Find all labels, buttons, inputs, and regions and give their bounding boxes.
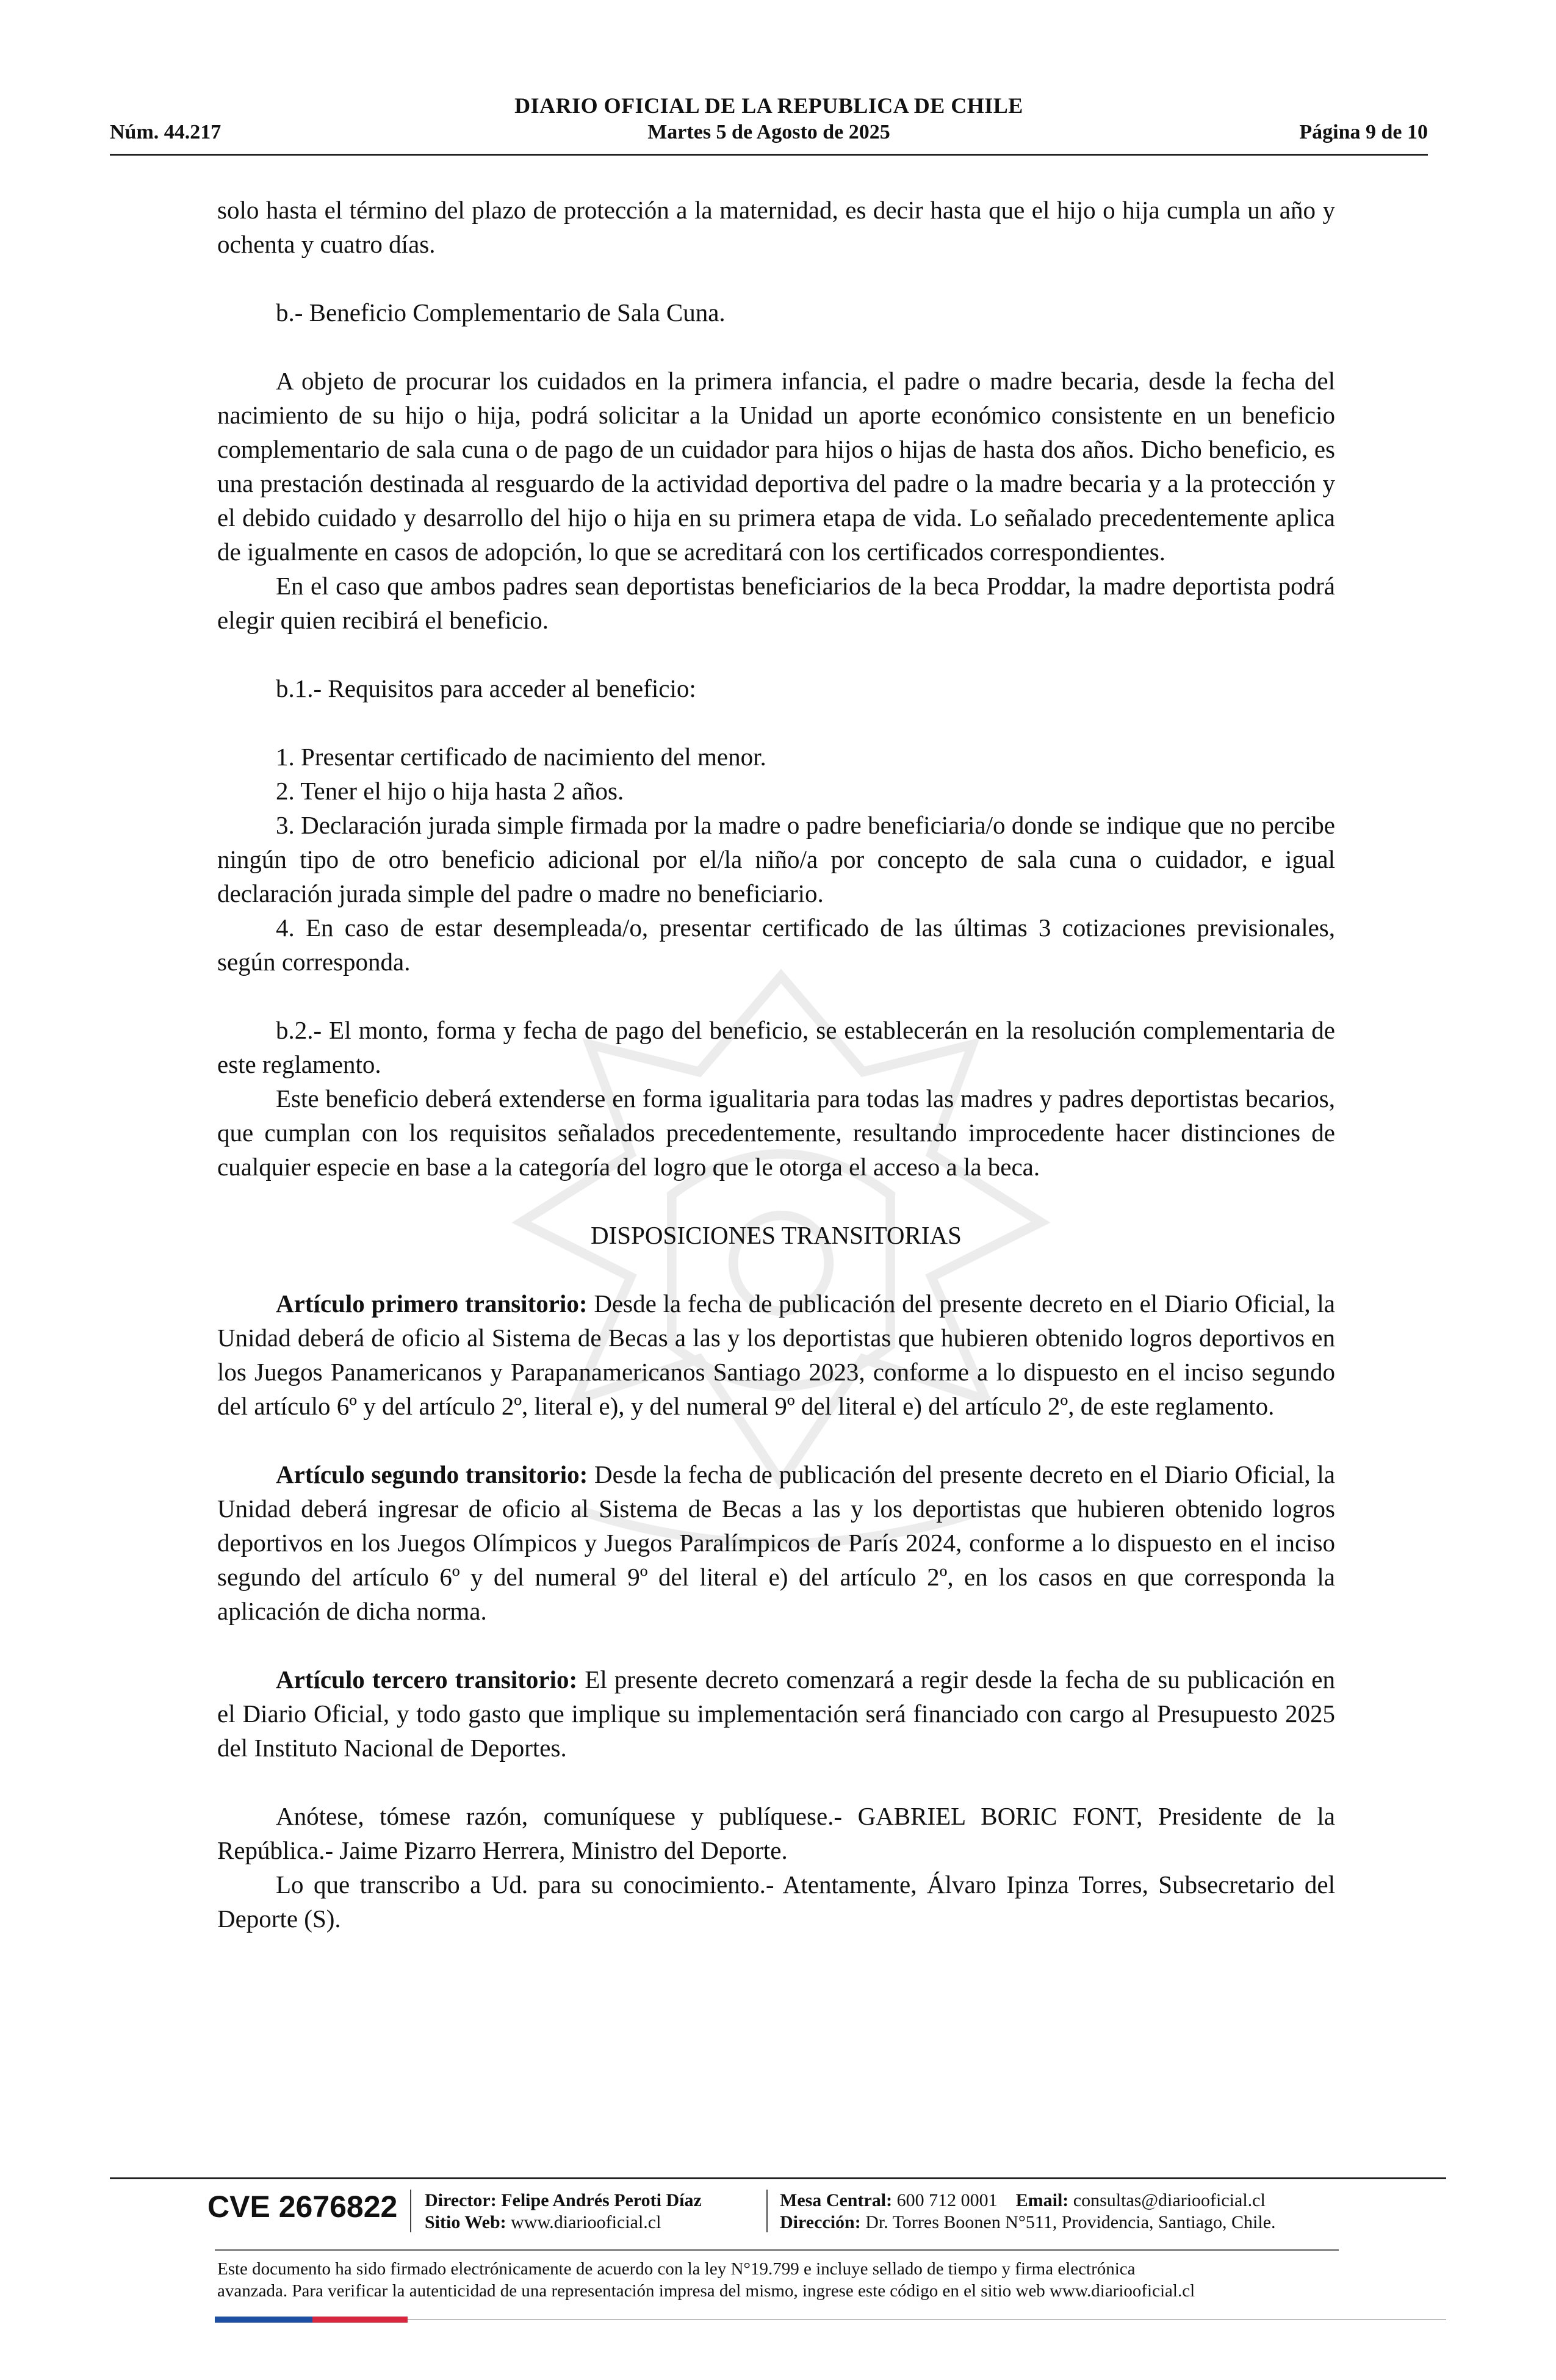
site-label: Sitio Web: [425, 2212, 506, 2232]
site-line [425, 2212, 702, 2234]
article-third-transitory [217, 1662, 1335, 1765]
list-item: 1. Presentar certificado de nacimiento del menor. [276, 743, 766, 771]
list-item: 2. Tener el hijo o hija hasta 2 años. [276, 777, 624, 805]
cve-code: CVE 2676822 [207, 2190, 398, 2224]
mesa-label: Mesa Central: [780, 2190, 893, 2210]
footer-director-block [425, 2190, 702, 2234]
article-label: Artículo primero transitorio: [276, 1289, 588, 1318]
paragraph: A objeto de procurar los cuidados en la primera infancia, el padre o madre becaria, desde la fecha del nacimiento de su hijo o hija, podrá solicitar a la Unidad un aporte económico consistente en un beneficio complementario de sala cuna o de pago de un cuidador para hijos o hijas de hasta dos años. Dicho beneficio, es una prestación destinada al resguardo de la actividad deportiva del padre o la madre becaria y a la protección y el debido cuidado y desarrollo del hijo o hija en su primera etapa de vida. Lo señalado precedentemente aplica de igualmente en casos de adopción, lo que se acreditará con los certificados correspondientes. [217, 367, 1335, 566]
mesa-phone: 600 712 0001 [896, 2190, 998, 2210]
footer-contact-block [780, 2190, 1276, 2234]
footer-separator [766, 2190, 768, 2232]
address-line [780, 2212, 1276, 2234]
legal-notice [217, 2258, 1336, 2302]
section-heading-b1: b.1.- Requisitos para acceder al beneficio: [276, 674, 696, 702]
document-body [217, 193, 1335, 1936]
paper-title: DIARIO OFICIAL DE LA REPUBLICA DE CHILE [514, 93, 1023, 118]
section-title: DISPOSICIONES TRANSITORIAS [591, 1221, 962, 1249]
footer-divider [110, 2177, 1446, 2179]
article-text: El presente decreto comenzará a regir desde la fecha de su publicación en el Diario Oficial, y todo gasto que implique su implementación será financiado con cargo al Presupuesto 2025 del Instituto Nacional de Deportes. [217, 1665, 1335, 1762]
footer-divider-thin [215, 2249, 1339, 2251]
director-line [425, 2190, 702, 2212]
site-link[interactable]: www.diariooficial.cl [511, 2212, 661, 2232]
flag-red-segment [312, 2317, 408, 2323]
address-label: Dirección: [780, 2212, 861, 2232]
section-heading-b: b.- Beneficio Complementario de Sala Cuna. [276, 298, 726, 326]
flag-stripe [215, 2317, 408, 2323]
address-text: Dr. Torres Boonen N°511, Providencia, Santiago, Chile. [865, 2212, 1276, 2232]
article-first-transitory [217, 1286, 1335, 1423]
email-link[interactable]: consultas@diariooficial.cl [1073, 2190, 1266, 2210]
closing-paragraph: Anótese, tómese razón, comuníquese y publíquese.- GABRIEL BORIC FONT, Presidente de la República.- Jaime Pizarro Herrera, Ministro del Deporte. [217, 1802, 1335, 1864]
article-text: Desde la fecha de publicación del presente decreto en el Diario Oficial, la Unidad deberá de oficio al Sistema de Becas a las y los deportistas que hubieren obtenido logros deportivos en los Juegos Panamericanos y Parapanamericanos Santiago 2023, conforme a lo dispuesto en el inciso segundo del artículo 6º y del artículo 2º, literal e), y del numeral 9º del literal e) del artículo 2º, de este reglamento. [217, 1289, 1336, 1420]
closing-paragraph: Lo que transcribo a Ud. para su conocimiento.- Atentamente, Álvaro Ipinza Torres, Subsecretario del Deporte (S). [217, 1870, 1335, 1933]
issue-number: Núm. 44.217 [110, 121, 222, 143]
legal-line: Este documento ha sido firmado electrónicamente de acuerdo con la ley N°19.799 e incluye sellado de tiempo y firma electrónica [217, 2259, 1136, 2279]
article-label: Artículo segundo transitorio: [276, 1460, 588, 1488]
director-label: Director: [425, 2190, 497, 2210]
article-second-transitory [217, 1457, 1335, 1628]
page-number: Página 9 de 10 [1299, 121, 1428, 143]
list-item: 3. Declaración jurada simple firmada por la madre o padre beneficiaria/o donde se indique que no percibe ningún tipo de otro beneficio adicional por el/la niño/a por concepto de sala cuna o cuidador, e igual declaración jurada simple del padre o madre no beneficiario. [217, 811, 1335, 907]
footer-separator [410, 2190, 411, 2232]
paragraph: solo hasta el término del plazo de protección a la maternidad, es decir hasta que el hijo o hija cumpla un año y ochenta y cuatro días. [217, 196, 1335, 258]
list-item: 4. En caso de estar desempleada/o, presentar certificado de las últimas 3 cotizaciones previsionales, según corresponda. [217, 914, 1335, 976]
director-name: Felipe Andrés Peroti Díaz [501, 2190, 702, 2210]
paragraph: b.2.- El monto, forma y fecha de pago del beneficio, se establecerán en la resolución complementaria de este reglamento. [217, 1016, 1335, 1078]
contact-line [780, 2190, 1276, 2212]
email-label: Email: [1015, 2190, 1069, 2210]
paragraph: En el caso que ambos padres sean deportistas beneficiarios de la beca Proddar, la madre deportista podrá elegir quien recibirá el beneficio. [217, 572, 1335, 634]
paragraph: Este beneficio deberá extenderse en forma igualitaria para todas las madres y padres deportistas becarios, que cumplan con los requisitos señalados precedentemente, resultando improcedente hacer distinciones de cualquier especie en base a la categoría del logro que le otorga el acceso a la beca. [217, 1084, 1335, 1181]
article-text: Desde la fecha de publicación del presente decreto en el Diario Oficial, la Unidad deberá ingresar de oficio al Sistema de Becas a las y los deportistas que hubieren obtenido logros deportivos en los Juegos Olímpicos y Juegos Paralímpicos de París 2024, conforme a lo dispuesto en el inciso segundo del artículo 6º y del numeral 9º del literal e) del artículo 2º, en los casos en que corresponda la aplicación de dicha norma. [217, 1460, 1335, 1625]
legal-line: avanzada. Para verificar la autenticidad de una representación impresa del mismo, ingrese este código en el sitio web www.diariooficial.cl [217, 2281, 1195, 2301]
issue-date: Martes 5 de Agosto de 2025 [647, 121, 890, 143]
flag-blue-segment [215, 2317, 312, 2323]
page-header [110, 93, 1428, 151]
article-label: Artículo tercero transitorio: [276, 1665, 578, 1693]
header-divider [110, 154, 1428, 156]
